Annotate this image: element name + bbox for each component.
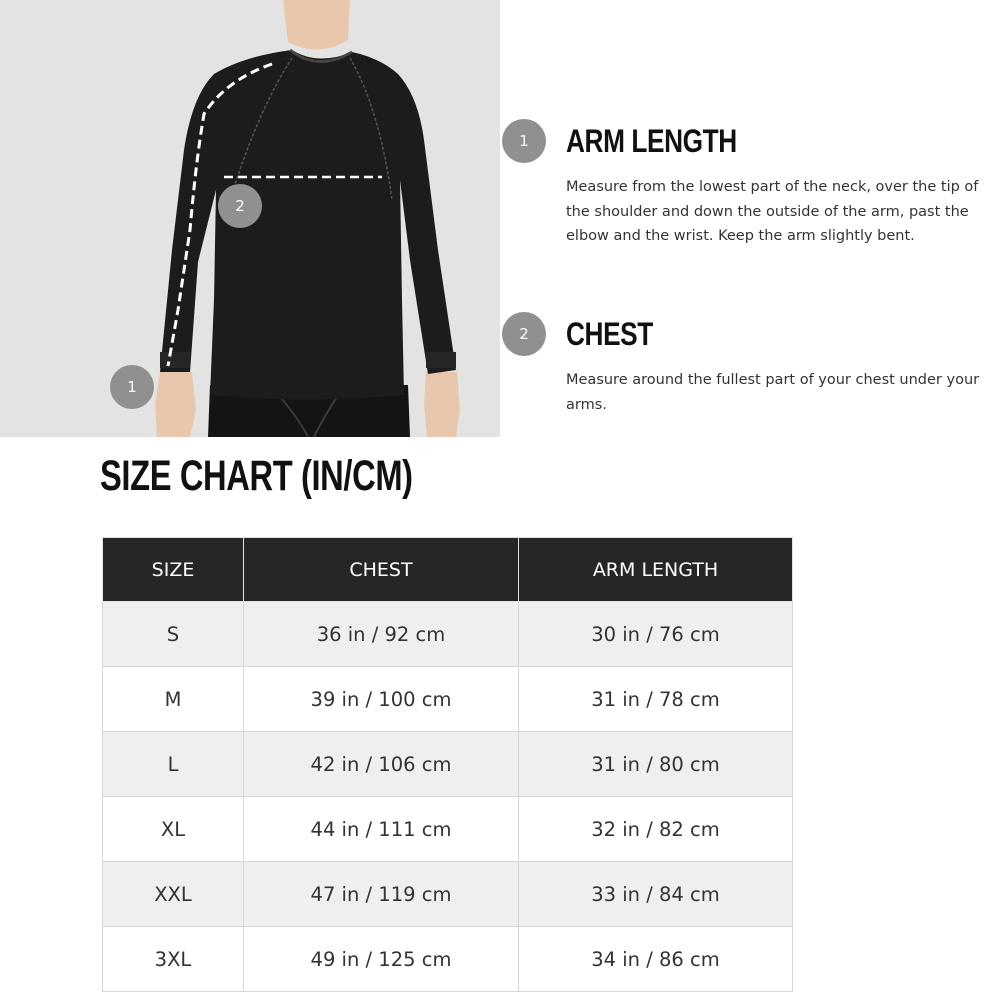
arm-length-cell: 31 in / 78 cm [519, 667, 793, 732]
size-cell: L [103, 732, 244, 797]
chest-cell: 42 in / 106 cm [244, 732, 519, 797]
size-cell: XXL [103, 862, 244, 927]
chest-instruction [502, 312, 992, 417]
size-cell: XL [103, 797, 244, 862]
chest-title: CHEST [566, 315, 653, 352]
model-right-hand [424, 372, 460, 437]
table-row [103, 667, 793, 732]
size-chart-table [102, 537, 793, 992]
chest-description: Measure around the fullest part of your chest under your arms. [566, 372, 980, 413]
model-photo [0, 0, 500, 437]
arm-length-column-header: ARM LENGTH [519, 538, 793, 602]
model-illustration [0, 0, 500, 437]
table-row [103, 602, 793, 667]
marker-2-label: 2 [235, 197, 245, 215]
table-row [103, 732, 793, 797]
size-cell: S [103, 602, 244, 667]
arm-length-cell: 33 in / 84 cm [519, 862, 793, 927]
arm-length-cell: 32 in / 82 cm [519, 797, 793, 862]
table-header-row [103, 538, 793, 602]
chest-column-header: CHEST [244, 538, 519, 602]
size-cell: 3XL [103, 927, 244, 992]
arm-length-cell: 30 in / 76 cm [519, 602, 793, 667]
chest-cell: 44 in / 111 cm [244, 797, 519, 862]
table-row [103, 862, 793, 927]
model-left-hand [155, 372, 196, 437]
arm-length-title: ARM LENGTH [566, 122, 737, 159]
chest-cell: 49 in / 125 cm [244, 927, 519, 992]
size-column-header: SIZE [103, 538, 244, 602]
arm-length-cell: 31 in / 80 cm [519, 732, 793, 797]
size-chart-title: SIZE CHART (IN/CM) [100, 452, 413, 500]
model-neck [283, 0, 350, 50]
arm-length-instruction [502, 119, 992, 249]
size-cell: M [103, 667, 244, 732]
arm-length-cell: 34 in / 86 cm [519, 927, 793, 992]
model-shirt [160, 50, 456, 400]
chest-cell: 39 in / 100 cm [244, 667, 519, 732]
step-number-badge: 1 [502, 119, 546, 163]
step-number-badge: 2 [502, 312, 546, 356]
table-row [103, 927, 793, 992]
chest-cell: 36 in / 92 cm [244, 602, 519, 667]
chest-cell: 47 in / 119 cm [244, 862, 519, 927]
table-row [103, 797, 793, 862]
marker-1-label: 1 [127, 378, 137, 396]
arm-length-description: Measure from the lowest part of the neck, over the tip of the shoulder and down the outside of the arm, past the elbow and the wrist. Keep the arm slightly bent. [566, 179, 979, 244]
